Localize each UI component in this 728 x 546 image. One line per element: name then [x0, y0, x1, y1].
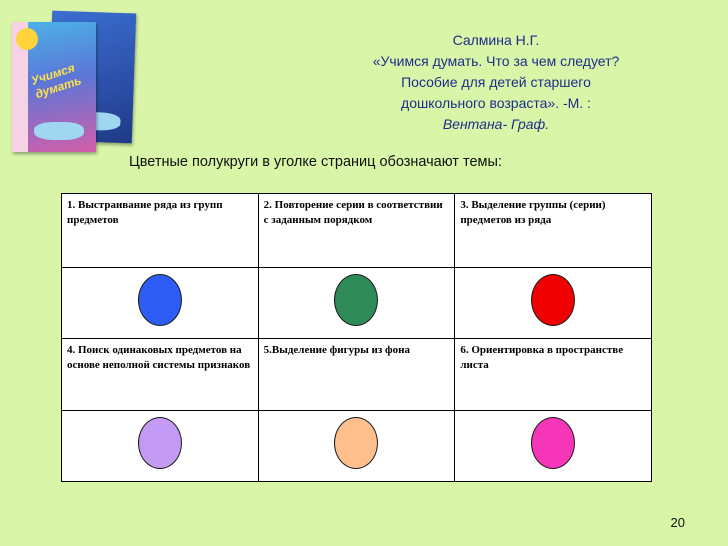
book-cover-images: [10, 12, 138, 154]
topic-color-cell: [258, 411, 455, 482]
topic-color-oval: [531, 274, 575, 326]
topic-color-oval: [531, 417, 575, 469]
book-cover-title: Учимся думать: [29, 60, 84, 102]
topic-label: 3. Выделение группы (серии) предметов из ряда: [455, 194, 652, 268]
topic-color-cell: [62, 411, 259, 482]
citation-title: «Учимся думать. Что за чем следует?: [372, 53, 620, 69]
slide-subtitle: Цветные полукруги в уголке страниц обозначают темы:: [129, 154, 502, 170]
topic-label: 1. Выстраивание ряда из групп предметов: [62, 194, 259, 268]
topic-color-oval: [334, 417, 378, 469]
topic-color-cell: [455, 411, 652, 482]
table-row: [62, 194, 652, 268]
topic-label: 2. Повторение серии в соответствии с заданным порядком: [258, 194, 455, 268]
table-row: [62, 411, 652, 482]
citation-description: Пособие для детей старшего: [401, 74, 591, 90]
cover-decoration: [34, 122, 84, 140]
topic-color-oval: [138, 417, 182, 469]
topic-color-oval: [334, 274, 378, 326]
topic-label: 6. Ориентировка в пространстве листа: [455, 339, 652, 411]
book-cover-front: [12, 22, 96, 152]
topics-table: [61, 193, 652, 482]
citation-author: Салмина Н.Г.: [452, 32, 540, 48]
topic-label: 4. Поиск одинаковых предметов на основе неполной системы признаков: [62, 339, 259, 411]
table-row: [62, 268, 652, 339]
topic-color-oval: [138, 274, 182, 326]
table-row: [62, 339, 652, 411]
topic-color-cell: [62, 268, 259, 339]
topic-label: 5.Выделение фигуры из фона: [258, 339, 455, 411]
page-number: 20: [670, 515, 685, 530]
citation-publisher: Вентана- Граф.: [442, 116, 550, 132]
topic-color-cell: [258, 268, 455, 339]
book-citation: [336, 30, 656, 135]
topic-color-cell: [455, 268, 652, 339]
sun-icon: [16, 28, 38, 50]
citation-description-2: дошкольного возраста». -М. :: [401, 95, 591, 111]
